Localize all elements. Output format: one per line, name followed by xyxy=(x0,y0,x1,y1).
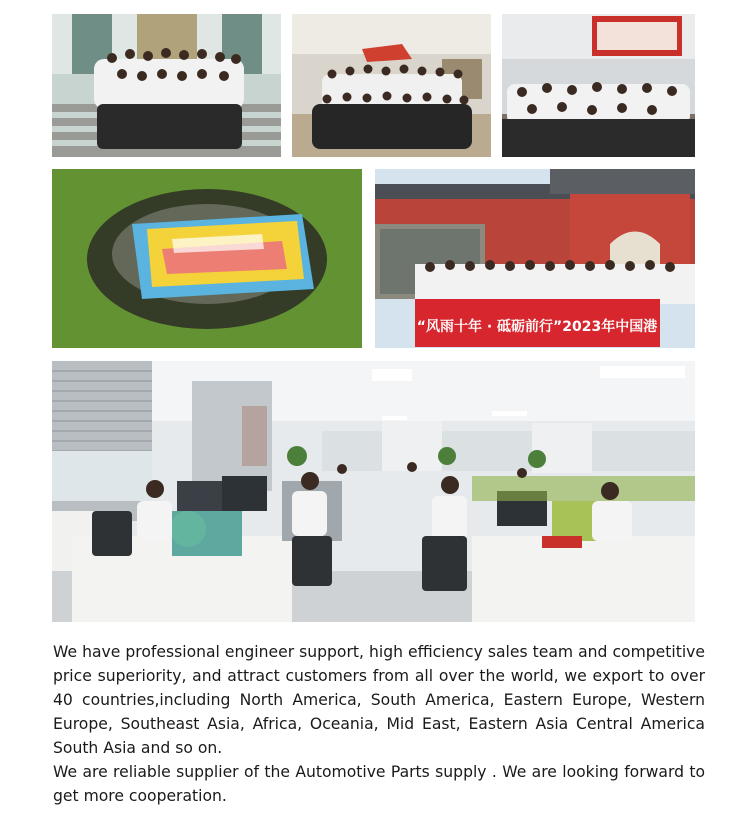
description-paragraph-2: We are reliable supplier of the Automotive Parts supply . We are looking forward to get more cooperation. xyxy=(53,763,705,805)
open-office-photo xyxy=(52,361,695,622)
team-stairs-photo xyxy=(52,14,281,157)
team-lawn-banner-photo xyxy=(52,169,362,348)
team-gate-banner-photo xyxy=(375,169,695,348)
company-description xyxy=(53,640,705,808)
team-office-group-photo xyxy=(292,14,491,157)
description-paragraph-1: We have professional engineer support, high efficiency sales team and competitive price superiority, and attract customers from all over the world, we export to over 40 countries,including North America, South America, Eastern Europe, Western Europe, Southeast Asia, Africa, Oceania, Mid East, Eastern Asia Central America South Asia and so on. xyxy=(53,643,705,757)
team-office-desk-photo xyxy=(502,14,695,157)
gate-banner-text: “风雨十年 · 砥砺前行”2023年中国港 xyxy=(416,319,658,335)
